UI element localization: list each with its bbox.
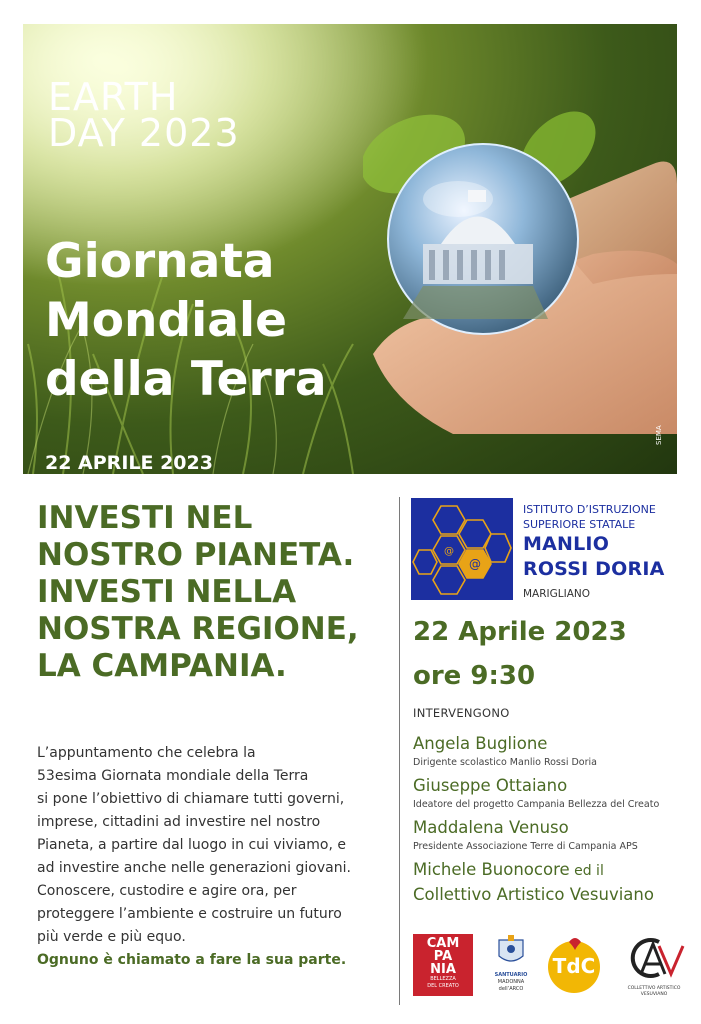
- school-name1: MANLIO: [523, 533, 610, 555]
- cav-logo: [619, 934, 689, 996]
- event-datetime: [413, 610, 627, 698]
- event-time: ore 9:30: [413, 661, 536, 691]
- collettivo-credit: [413, 858, 693, 907]
- school-line1: ISTITUTO D’ISTRUZIONE: [523, 503, 656, 516]
- speaker-name: Angela Buglione: [413, 734, 548, 753]
- collettivo-person: Michele Buonocore: [413, 860, 570, 879]
- body-line: Pianeta, a partire dal luogo in cui viviamo, e: [37, 837, 347, 853]
- campania-logo-text1: CAM: [426, 936, 460, 951]
- hands-globe-illustration: [363, 104, 677, 434]
- headline-line: INVESTI NELLA: [37, 574, 297, 610]
- speaker-item: [413, 774, 693, 811]
- body-paragraph: [37, 742, 392, 972]
- school-name: [523, 502, 665, 600]
- headline-line: LA CAMPANIA.: [37, 648, 287, 684]
- campania-logo-text3: NIA: [430, 962, 456, 977]
- santuario-text1: SANTUARIO: [494, 972, 528, 978]
- body-closing: Ognuno è chiamato a fare la sua parte.: [37, 952, 347, 968]
- collettivo-connector: ed il: [569, 863, 604, 879]
- svg-text:@: @: [469, 557, 481, 571]
- santuario-text3: dell’ARCO: [498, 986, 524, 992]
- body-line: più verde e più equo.: [37, 929, 186, 945]
- headline: [37, 500, 397, 685]
- santuario-logo: [483, 934, 539, 996]
- headline-line: NOSTRA REGIONE,: [37, 611, 359, 647]
- speaker-item: [413, 816, 693, 853]
- hero-title-line1: Giornata: [45, 234, 275, 289]
- svg-text:@: @: [444, 546, 454, 557]
- body-line: imprese, cittadini ad investire nel nostro: [37, 814, 321, 830]
- campania-logo-sub1: BELLEZZA: [430, 976, 456, 982]
- earth-day-line2: DAY 2023: [48, 111, 240, 155]
- body-line: 53esima Giornata mondiale della Terra: [37, 768, 309, 784]
- body-line: si pone l’obiettivo di chiamare tutti governi,: [37, 791, 345, 807]
- cav-logo-caption: COLLETTIVO ARTISTICO VESUVIANO: [627, 986, 681, 997]
- hero-title-line3: della Terra: [45, 352, 327, 407]
- hero-image: [23, 24, 677, 474]
- partner-logos: [413, 934, 689, 998]
- cav-monogram-icon: [619, 934, 689, 982]
- collettivo-name: Collettivo Artistico Vesuviano: [413, 885, 654, 904]
- earth-day-line1: EARTH: [48, 75, 179, 119]
- speaker-name: Giuseppe Ottaiano: [413, 776, 568, 795]
- hero-title-line2: Mondiale: [45, 293, 287, 348]
- campania-logo-sub2: DEL CREATO: [427, 983, 459, 989]
- earth-day-title: [48, 75, 240, 155]
- school-name2: ROSSI DORIA: [523, 558, 665, 580]
- body-line: ad investire anche nelle generazioni giovani.: [37, 860, 351, 876]
- hero-title: [45, 232, 327, 409]
- column-divider: [399, 497, 400, 1005]
- body-line: Conoscere, custodire e agire ora, per: [37, 883, 297, 899]
- speaker-name: Maddalena Venuso: [413, 818, 569, 837]
- school-logo: [411, 498, 513, 600]
- speakers-list: [413, 732, 693, 907]
- speakers-heading: INTERVENGONO: [413, 706, 510, 720]
- body-line: proteggere l’ambiente e costruire un futuro: [37, 906, 342, 922]
- speaker-item: [413, 732, 693, 769]
- santuario-text2: MADONNA: [497, 979, 525, 985]
- headline-line: INVESTI NEL: [37, 500, 253, 536]
- speaker-role: Presidente Associazione Terre di Campania APS: [413, 841, 638, 852]
- school-place: MARIGLIANO: [523, 588, 591, 600]
- tdc-logo-text: TdC: [552, 954, 596, 978]
- school-line2: SUPERIORE STATALE: [523, 518, 636, 531]
- campania-logo-text2: PA: [433, 949, 453, 964]
- photo-credit: SEMA: [655, 425, 663, 445]
- body-line: L’appuntamento che celebra la: [37, 745, 256, 761]
- tdc-logo: [545, 936, 603, 994]
- hero-date: 22 APRILE 2023: [45, 452, 213, 474]
- speaker-role: Ideatore del progetto Campania Bellezza del Creato: [413, 799, 660, 810]
- event-date: 22 Aprile 2023: [413, 617, 627, 647]
- speaker-role: Dirigente scolastico Manlio Rossi Doria: [413, 757, 597, 768]
- headline-line: NOSTRO PIANETA.: [37, 537, 355, 573]
- santuario-crest-icon: [483, 934, 539, 968]
- campania-logo: [413, 934, 473, 996]
